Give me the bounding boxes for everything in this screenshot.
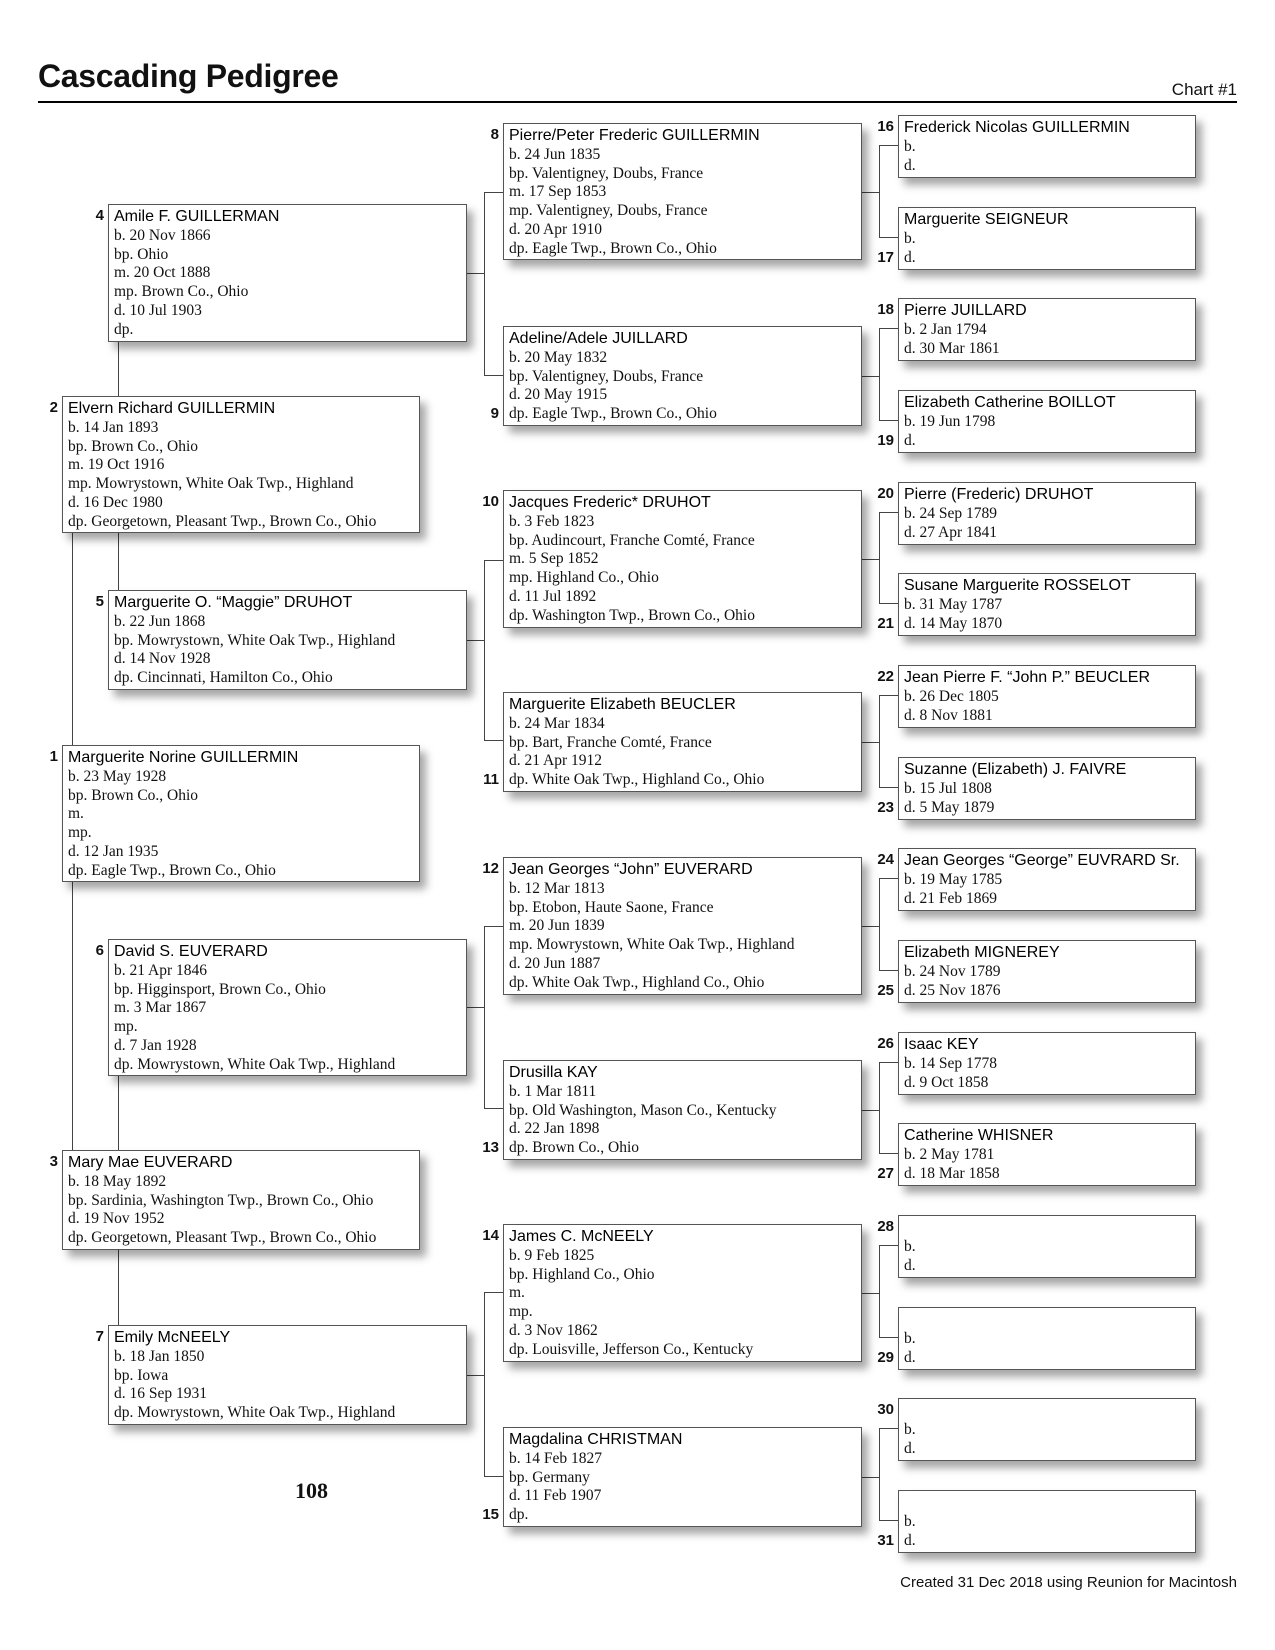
person-box-31[interactable] [898,1490,1196,1553]
ahnentafel-number: 31 [877,1532,894,1549]
person-name: Jean Pierre F. “John P.” BEUCLER [904,669,1151,686]
person-name: Isaac KEY [904,1036,979,1053]
ahnentafel-number: 16 [877,118,894,135]
person-fact: d. 19 Nov 1952 [68,1210,165,1228]
person-fact: dp. White Oak Twp., Highland Co., Ohio [509,771,765,789]
person-box-17[interactable] [898,207,1196,270]
person-fact: mp. Highland Co., Ohio [509,569,659,587]
person-fact: bp. Brown Co., Ohio [68,786,199,804]
person-fact: dp. Louisville, Jefferson Co., Kentucky [509,1340,754,1358]
person-fact: b. 14 Feb 1827 [509,1450,602,1467]
person-name: Mary Mae EUVERARD [68,1154,233,1171]
connector-line [862,559,879,560]
ahnentafel-number: 9 [490,405,499,422]
connector-line [879,512,898,513]
connector-line [484,560,485,740]
person-fact: m. 3 Mar 1867 [114,999,207,1017]
person-box-11[interactable] [503,692,862,792]
person-fact: d. 14 May 1870 [904,614,1003,632]
person-fact: bp. Valentigney, Doubs, France [509,164,704,182]
person-box-10[interactable] [503,490,862,628]
person-name: Emily McNEELY [114,1329,231,1346]
connector-line [862,926,879,927]
person-fact: dp. Cincinnati, Hamilton Co., Ohio [114,669,333,687]
person-fact: b. 24 Nov 1789 [904,963,1001,980]
person-fact: dp. Eagle Twp., Brown Co., Ohio [68,861,276,879]
person-box-26[interactable] [898,1032,1196,1095]
person-fact: d. 21 Feb 1869 [904,889,997,907]
connector-line [862,1110,879,1111]
ahnentafel-number: 19 [877,432,894,449]
person-name: Pierre (Frederic) DRUHOT [904,486,1094,503]
person-fact: m. 17 Sep 1853 [509,183,607,201]
connector-line [484,1292,503,1293]
ahnentafel-number: 18 [877,301,894,318]
person-fact: mp. Brown Co., Ohio [114,283,249,301]
connector-line [484,926,503,927]
person-fact: b. 2 Jan 1794 [904,321,987,338]
person-fact: m. 5 Sep 1852 [509,550,599,568]
person-fact: m. 20 Jun 1839 [509,917,605,935]
chart-number: Chart #1 [1171,80,1237,99]
ahnentafel-number: 28 [877,1218,894,1235]
ahnentafel-number: 21 [877,615,894,632]
ahnentafel-number: 11 [483,771,499,788]
ahnentafel-number: 4 [95,207,104,224]
person-fact: b. 31 May 1787 [904,596,1003,613]
person-fact: b. [904,1513,916,1530]
person-fact: b. 20 May 1832 [509,349,608,366]
person-fact: d. 20 May 1915 [509,386,608,404]
person-name: Adeline/Adele JUILLARD [509,330,688,347]
connector-line [467,1375,484,1376]
person-box-8[interactable] [503,123,862,260]
person-fact: bp. Ohio [114,245,169,263]
ahnentafel-number: 29 [877,1349,894,1366]
person-box-13[interactable] [503,1060,862,1160]
person-box-30[interactable] [898,1398,1196,1461]
person-fact: m. [509,1284,525,1302]
connector-line [862,192,879,193]
person-box-21[interactable] [898,573,1196,636]
connector-line [879,603,898,604]
person-box-15[interactable] [503,1427,862,1527]
person-fact: bp. Audincourt, Franche Comté, France [509,531,755,549]
title-rule [38,101,1237,103]
person-fact: d. 16 Dec 1980 [68,493,163,511]
person-fact: b. [904,1330,916,1347]
person-fact: b. 19 Jun 1798 [904,413,996,430]
person-fact: dp. White Oak Twp., Highland Co., Ohio [509,973,765,991]
person-name: Marguerite SEIGNEUR [904,211,1069,228]
person-fact: d. 14 Nov 1928 [114,650,211,668]
person-name [904,1493,1190,1513]
connector-line [879,1428,898,1429]
person-fact: mp. [509,1303,533,1321]
person-box-3[interactable] [62,1150,420,1250]
connector-line [879,328,898,329]
connector-line [879,1337,898,1338]
person-fact: bp. Old Washington, Mason Co., Kentucky [509,1101,777,1119]
page-number: 108 [295,1478,328,1503]
person-name [904,1310,1190,1330]
connector-line [862,376,879,377]
person-fact: d. 8 Nov 1881 [904,706,993,724]
person-fact: bp. Etobon, Haute Saone, France [509,898,714,916]
person-box-6[interactable] [108,939,467,1076]
person-fact: b. [904,1238,916,1255]
person-fact: dp. Mowrystown, White Oak Twp., Highland [114,1404,396,1422]
connector-line [862,1293,879,1294]
page-title: Cascading Pedigree [38,58,339,94]
person-fact: mp. [114,1018,138,1036]
person-fact: b. 22 Jun 1868 [114,613,206,630]
person-fact: d. 27 Apr 1841 [904,523,997,541]
connector-line [862,1477,879,1478]
person-fact: b. 23 May 1928 [68,768,167,785]
person-fact: m. 19 Oct 1916 [68,456,165,474]
person-box-23[interactable] [898,757,1196,820]
ahnentafel-number: 27 [877,1165,894,1182]
connector-line [118,1076,119,1150]
connector-line [72,533,73,745]
person-box-18[interactable] [898,298,1196,361]
person-fact: mp. [68,824,92,842]
person-fact: bp. Iowa [114,1366,169,1384]
person-fact: b. 12 Mar 1813 [509,880,605,897]
connector-line [879,328,880,420]
connector-line [484,926,485,1108]
person-fact: d. 16 Sep 1931 [114,1385,207,1403]
connector-line [484,1476,503,1477]
person-fact: b. 24 Mar 1834 [509,715,605,732]
connector-line [484,560,503,561]
connector-line [484,192,503,193]
person-fact: b. 3 Feb 1823 [509,513,595,530]
ahnentafel-number: 7 [95,1328,104,1345]
person-box-4[interactable] [108,204,467,342]
connector-line [484,740,503,741]
person-box-19[interactable] [898,390,1196,453]
person-fact: bp. Higginsport, Brown Co., Ohio [114,980,326,998]
ahnentafel-number: 12 [482,860,499,877]
person-fact: d. [904,248,916,266]
person-fact: b. 18 May 1892 [68,1173,167,1190]
person-box-25[interactable] [898,940,1196,1003]
person-fact: b. 1 Mar 1811 [509,1083,597,1100]
connector-line [879,878,898,879]
person-fact: d. 11 Feb 1907 [509,1487,602,1505]
ahnentafel-number: 5 [95,593,104,610]
person-fact: b. 15 Jul 1808 [904,780,992,797]
person-name: Frederick Nicolas GUILLERMIN [904,119,1130,136]
person-fact: b. 20 Nov 1866 [114,227,211,244]
connector-line [118,533,119,590]
person-fact: dp. Mowrystown, White Oak Twp., Highland [114,1055,396,1073]
person-name: Magdalina CHRISTMAN [509,1431,683,1448]
person-box-20[interactable] [898,482,1196,545]
person-fact: dp. Georgetown, Pleasant Twp., Brown Co., Ohio [68,512,377,530]
person-box-5[interactable] [108,590,467,690]
person-fact: b. 14 Jan 1893 [68,419,159,436]
person-fact: d. 21 Apr 1912 [509,752,602,770]
ahnentafel-number: 6 [95,942,104,959]
connector-line [118,1250,119,1325]
person-name: Drusilla KAY [509,1064,598,1081]
connector-line [879,145,898,146]
person-fact: d. 30 Mar 1861 [904,339,1000,357]
connector-line [484,375,503,376]
ahnentafel-number: 22 [877,668,894,685]
person-box-12[interactable] [503,857,862,995]
connector-line [484,1292,485,1476]
person-box-14[interactable] [503,1224,862,1362]
ahnentafel-number: 25 [877,982,894,999]
person-fact: d. 18 Mar 1858 [904,1164,1000,1182]
connector-line [879,512,880,603]
ahnentafel-number: 24 [877,851,894,868]
ahnentafel-number: 13 [482,1139,499,1156]
person-name: David S. EUVERARD [114,943,268,960]
person-name: James C. McNEELY [509,1228,654,1245]
connector-line [118,342,119,396]
person-fact: mp. Mowrystown, White Oak Twp., Highland [509,936,795,954]
person-box-7[interactable] [108,1325,467,1425]
connector-line [879,695,880,787]
person-fact: d. 5 May 1879 [904,798,995,816]
person-name: Amile F. GUILLERMAN [114,208,280,225]
person-name: Elizabeth Catherine BOILLOT [904,394,1116,411]
connector-line [879,1062,898,1063]
connector-line [879,1245,898,1246]
person-fact: dp. [509,1506,529,1524]
connector-line [879,1428,880,1520]
connector-line [879,237,898,238]
person-fact: d. 3 Nov 1862 [509,1321,598,1339]
person-box-22[interactable] [898,665,1196,728]
person-fact: bp. Bart, Franche Comté, France [509,733,712,751]
person-fact: d. 10 Jul 1903 [114,301,202,319]
person-fact: b. 19 May 1785 [904,871,1003,888]
person-fact: bp. Highland Co., Ohio [509,1265,655,1283]
person-fact: dp. Brown Co., Ohio [509,1139,640,1157]
connector-line [879,1153,898,1154]
ahnentafel-number: 17 [877,249,894,266]
connector-line [484,192,485,375]
person-fact: b. [904,138,916,155]
person-fact: dp. Eagle Twp., Brown Co., Ohio [509,239,717,257]
person-fact: bp. Germany [509,1468,590,1486]
person-fact: dp. [114,320,134,338]
person-fact: bp. Valentigney, Doubs, France [509,367,704,385]
person-fact: d. [904,1439,916,1457]
person-name [904,1401,1190,1421]
person-fact: d. [904,1531,916,1549]
person-name: Marguerite Norine GUILLERMIN [68,749,299,766]
person-box-9[interactable] [503,326,862,426]
connector-line [879,695,898,696]
person-name [904,1218,1190,1238]
person-name: Jean Georges “John” EUVERARD [509,861,753,878]
person-box-29[interactable] [898,1307,1196,1370]
person-fact: mp. Valentigney, Doubs, France [509,202,708,220]
person-fact: d. [904,156,916,174]
person-box-1[interactable] [62,745,420,882]
ahnentafel-number: 14 [482,1227,499,1244]
connector-line [72,882,73,1150]
connector-line [879,787,898,788]
person-fact: b. [904,1421,916,1438]
person-fact: mp. Mowrystown, White Oak Twp., Highland [68,475,354,493]
person-name: Catherine WHISNER [904,1127,1054,1144]
ahnentafel-number: 10 [482,493,499,510]
person-fact: d. 20 Apr 1910 [509,220,602,238]
connector-line [467,1007,484,1008]
connector-line [484,1108,503,1109]
ahnentafel-number: 30 [877,1401,894,1418]
person-fact: dp. Washington Twp., Brown Co., Ohio [509,606,755,624]
person-name: Elizabeth MIGNEREY [904,944,1060,961]
person-fact: d. 25 Nov 1876 [904,981,1001,999]
person-fact: d. 9 Oct 1858 [904,1073,989,1091]
person-box-2[interactable] [62,396,420,533]
person-fact: m. 20 Oct 1888 [114,264,211,282]
connector-line [467,273,484,274]
person-box-28[interactable] [898,1215,1196,1278]
person-fact: d. 7 Jan 1928 [114,1036,197,1054]
connector-line [879,1245,880,1337]
person-fact: b. 24 Sep 1789 [904,505,997,522]
connector-line [879,878,880,970]
person-fact: d. [904,431,916,449]
person-fact: d. 12 Jan 1935 [68,842,159,860]
connector-line [879,970,898,971]
ahnentafel-number: 15 [482,1506,499,1523]
person-fact: bp. Mowrystown, White Oak Twp., Highland [114,631,396,649]
person-fact: b. 14 Sep 1778 [904,1055,997,1072]
ahnentafel-number: 3 [49,1153,58,1170]
connector-line [879,1520,898,1521]
person-name: Marguerite Elizabeth BEUCLER [509,696,736,713]
person-box-24[interactable] [898,848,1196,911]
person-fact: d. 22 Jan 1898 [509,1120,600,1138]
person-fact: b. 18 Jan 1850 [114,1348,205,1365]
ahnentafel-number: 2 [49,399,58,416]
person-box-27[interactable] [898,1123,1196,1186]
person-fact: b. 21 Apr 1846 [114,962,207,979]
person-fact: b. 24 Jun 1835 [509,146,601,163]
person-fact: d. 11 Jul 1892 [509,587,597,605]
ahnentafel-number: 26 [877,1035,894,1052]
person-fact: dp. Eagle Twp., Brown Co., Ohio [509,405,717,423]
person-name: Jean Georges “George” EUVRARD Sr. [904,852,1180,869]
person-fact: bp. Brown Co., Ohio [68,437,199,455]
ahnentafel-number: 8 [490,126,499,143]
ahnentafel-number: 23 [877,799,894,816]
ahnentafel-number: 1 [49,748,58,765]
person-name: Elvern Richard GUILLERMIN [68,400,276,417]
person-name: Suzanne (Elizabeth) J. FAIVRE [904,761,1127,778]
connector-line [879,145,880,237]
person-fact: dp. Georgetown, Pleasant Twp., Brown Co., Ohio [68,1229,377,1247]
person-fact: b. 26 Dec 1805 [904,688,999,705]
person-fact: b. 9 Feb 1825 [509,1247,595,1264]
person-fact: m. [68,805,84,823]
person-fact: bp. Sardinia, Washington Twp., Brown Co., Ohio [68,1191,374,1209]
connector-line [879,420,898,421]
person-name: Pierre JUILLARD [904,302,1027,319]
person-box-16[interactable] [898,115,1196,178]
person-fact: b. [904,230,916,247]
person-name: Pierre/Peter Frederic GUILLERMIN [509,127,760,144]
person-name: Susane Marguerite ROSSELOT [904,577,1131,594]
ahnentafel-number: 20 [877,485,894,502]
connector-line [879,1062,880,1153]
person-fact: b. 2 May 1781 [904,1146,995,1163]
person-name: Jacques Frederic* DRUHOT [509,494,711,511]
person-fact: d. [904,1256,916,1274]
footer-credit: Created 31 Dec 2018 using Reunion for Macintosh [900,1574,1237,1591]
connector-line [467,640,484,641]
connector-line [862,742,879,743]
person-fact: d. 20 Jun 1887 [509,954,601,972]
person-fact: d. [904,1348,916,1366]
person-name: Marguerite O. “Maggie” DRUHOT [114,594,353,611]
